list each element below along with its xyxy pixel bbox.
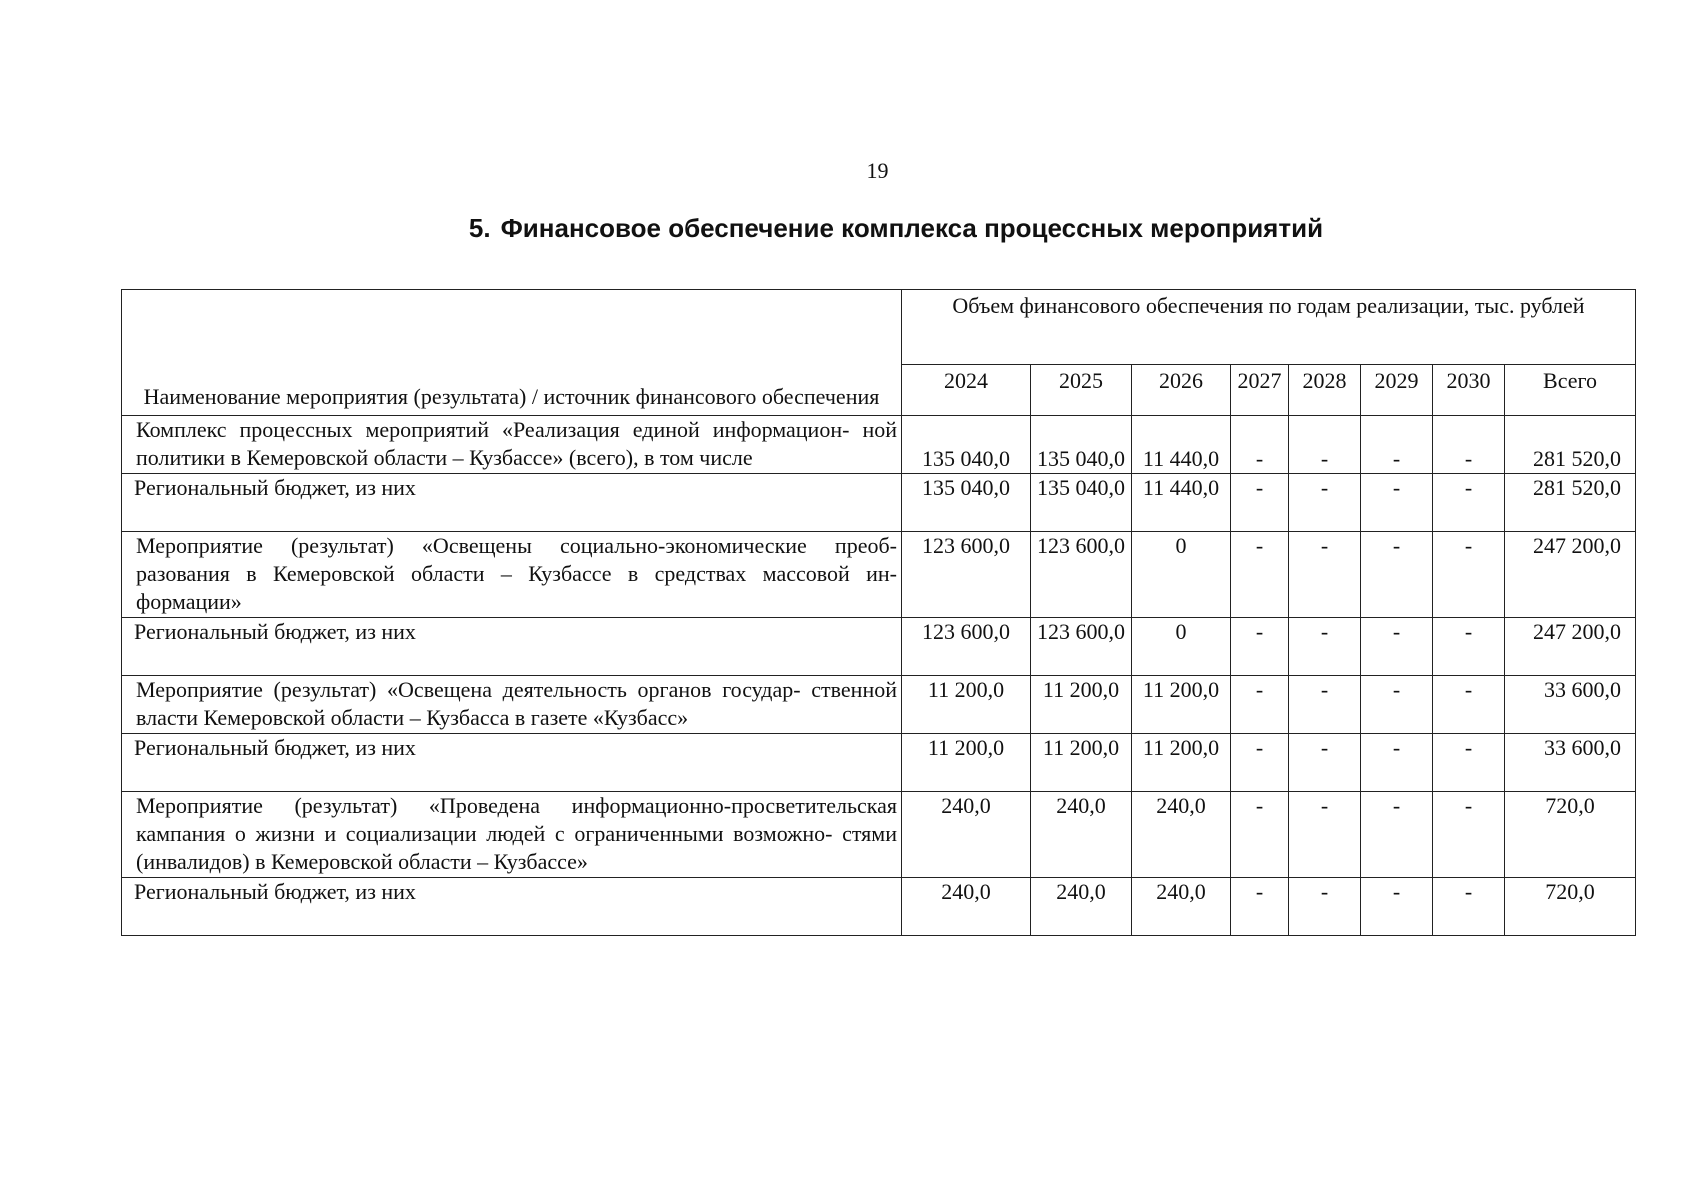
row-name: Мероприятие (результат) «Освещены социально-экономические преоб- разования в Кемеровской области – Кузбассе в средствах массовой ин- формации» <box>122 532 902 618</box>
cell-value: - <box>1289 792 1361 878</box>
cell-value: 123 600,0 <box>1031 618 1132 676</box>
row-name: Мероприятие (результат) «Проведена информационно-просветительская кампания о жизни и социализации людей с ограниченными возможно- стями (инвалидов) в Кемеровской области – Кузбассе» <box>122 792 902 878</box>
cell-value: - <box>1289 532 1361 618</box>
cell-value: 11 200,0 <box>1031 676 1132 734</box>
cell-value: 11 200,0 <box>902 676 1031 734</box>
table-row <box>122 676 1636 734</box>
row-name: Региональный бюджет, из них <box>122 878 902 936</box>
year-2024: 2024 <box>902 365 1031 416</box>
row-name: Мероприятие (результат) «Освещена деятельность органов государ- ственной власти Кемеровской области – Кузбасса в газете «Кузбасс» <box>122 676 902 734</box>
cell-value: - <box>1433 618 1505 676</box>
table-row <box>122 734 1636 792</box>
cell-value: - <box>1433 416 1505 474</box>
cell-total: 247 200,0 <box>1505 532 1636 618</box>
row-name: Региональный бюджет, из них <box>122 734 902 792</box>
cell-value: 123 600,0 <box>902 618 1031 676</box>
cell-value: 11 200,0 <box>902 734 1031 792</box>
cell-value: - <box>1361 474 1433 532</box>
section-title <box>0 213 1697 244</box>
cell-value: 11 200,0 <box>1132 734 1231 792</box>
cell-value: 240,0 <box>902 792 1031 878</box>
year-2027: 2027 <box>1231 365 1289 416</box>
cell-value: - <box>1289 734 1361 792</box>
header-volume: Объем финансового обеспечения по годам реализации, тыс. рублей <box>902 290 1636 365</box>
cell-value: 0 <box>1132 532 1231 618</box>
year-2025: 2025 <box>1031 365 1132 416</box>
cell-value: - <box>1289 676 1361 734</box>
cell-total: 247 200,0 <box>1505 618 1636 676</box>
cell-value: 240,0 <box>1031 792 1132 878</box>
cell-value: - <box>1433 792 1505 878</box>
cell-value: 135 040,0 <box>1031 474 1132 532</box>
cell-value: 135 040,0 <box>902 416 1031 474</box>
page-number: 19 <box>866 158 889 183</box>
section-title-text: Финансовое обеспечение комплекса процессных мероприятий <box>500 213 1324 243</box>
row-name: Комплекс процессных мероприятий «Реализация единой информацион- ной политики в Кемеровской области – Кузбассе» (всего), в том числе <box>122 416 902 474</box>
cell-value: 11 440,0 <box>1132 474 1231 532</box>
cell-value: - <box>1433 532 1505 618</box>
table-row <box>122 474 1636 532</box>
table-row <box>122 416 1636 474</box>
cell-total: 720,0 <box>1505 878 1636 936</box>
table-row <box>122 878 1636 936</box>
row-name: Региональный бюджет, из них <box>122 474 902 532</box>
cell-total: 281 520,0 <box>1505 416 1636 474</box>
cell-value: 11 200,0 <box>1132 676 1231 734</box>
cell-value: 11 440,0 <box>1132 416 1231 474</box>
cell-value: - <box>1231 792 1289 878</box>
cell-value: 240,0 <box>1031 878 1132 936</box>
section-number: 5. <box>468 213 491 243</box>
cell-value: - <box>1433 878 1505 936</box>
header-name: Наименование мероприятия (результата) / источник финансового обеспечения <box>122 290 902 416</box>
cell-value: - <box>1433 676 1505 734</box>
table-row <box>122 792 1636 878</box>
cell-value: - <box>1231 734 1289 792</box>
cell-value: 135 040,0 <box>1031 416 1132 474</box>
cell-total: 33 600,0 <box>1505 734 1636 792</box>
cell-value: 123 600,0 <box>902 532 1031 618</box>
cell-value: - <box>1231 532 1289 618</box>
cell-value: - <box>1433 734 1505 792</box>
cell-value: - <box>1361 532 1433 618</box>
year-2029: 2029 <box>1361 365 1433 416</box>
cell-total: 33 600,0 <box>1505 676 1636 734</box>
financing-table <box>121 289 1636 936</box>
cell-value: 0 <box>1132 618 1231 676</box>
row-name: Региональный бюджет, из них <box>122 618 902 676</box>
cell-value: 240,0 <box>902 878 1031 936</box>
cell-value: 240,0 <box>1132 878 1231 936</box>
cell-total: 720,0 <box>1505 792 1636 878</box>
cell-value: - <box>1231 416 1289 474</box>
cell-value: - <box>1231 676 1289 734</box>
cell-value: - <box>1361 878 1433 936</box>
year-2026: 2026 <box>1132 365 1231 416</box>
year-total: Всего <box>1505 365 1636 416</box>
cell-value: - <box>1361 792 1433 878</box>
cell-value: - <box>1231 878 1289 936</box>
cell-value: 240,0 <box>1132 792 1231 878</box>
cell-value: - <box>1289 618 1361 676</box>
cell-value: 135 040,0 <box>902 474 1031 532</box>
year-2030: 2030 <box>1433 365 1505 416</box>
cell-value: - <box>1361 618 1433 676</box>
table-row <box>122 532 1636 618</box>
cell-value: - <box>1361 734 1433 792</box>
cell-value: - <box>1361 676 1433 734</box>
cell-value: 123 600,0 <box>1031 532 1132 618</box>
cell-value: 11 200,0 <box>1031 734 1132 792</box>
cell-total: 281 520,0 <box>1505 474 1636 532</box>
cell-value: - <box>1289 474 1361 532</box>
cell-value: - <box>1289 416 1361 474</box>
year-2028: 2028 <box>1289 365 1361 416</box>
cell-value: - <box>1231 474 1289 532</box>
cell-value: - <box>1289 878 1361 936</box>
cell-value: - <box>1361 416 1433 474</box>
cell-value: - <box>1433 474 1505 532</box>
cell-value: - <box>1231 618 1289 676</box>
table-row <box>122 618 1636 676</box>
